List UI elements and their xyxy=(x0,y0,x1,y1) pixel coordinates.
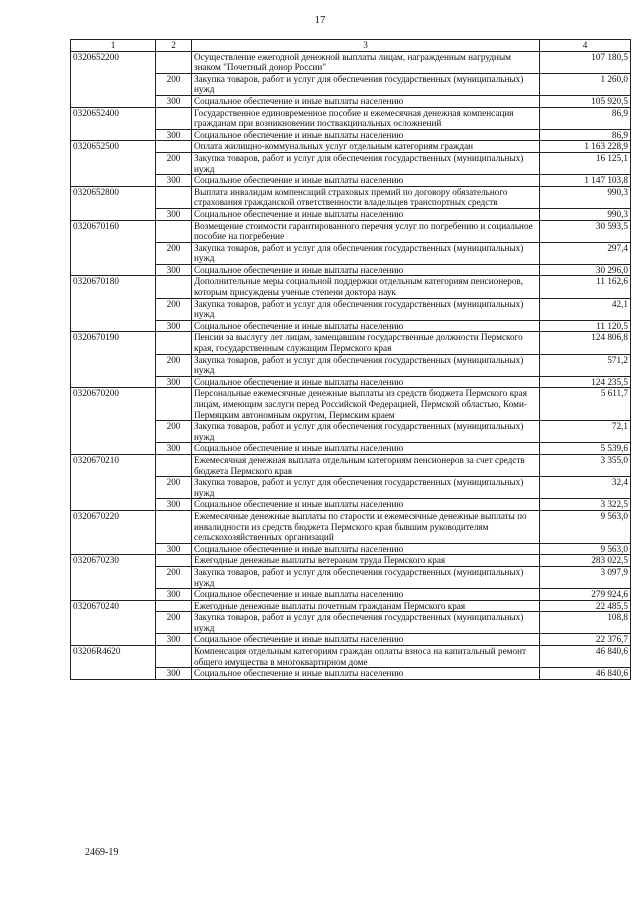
expense-type-code: 200 xyxy=(156,612,192,634)
item-amount: 571,2 xyxy=(540,354,631,376)
item-amount: 5 539,6 xyxy=(540,443,631,455)
item-amount: 11 162,6 xyxy=(540,276,631,298)
item-name: Социальное обеспечение и иные выплаты населению xyxy=(192,589,540,601)
item-name: Социальное обеспечение и иные выплаты населению xyxy=(192,668,540,680)
table-row-program xyxy=(71,646,631,668)
item-name: Закупка товаров, работ и услуг для обеспечения государственных (муниципальных) нужд xyxy=(192,566,540,588)
table-row-program xyxy=(71,141,631,153)
item-name: Государственное единовременное пособие и ежемесячная денежная компенсация гражданам при возникновении поствакцинальных осложнений xyxy=(192,107,540,129)
expense-type-code: 200 xyxy=(156,421,192,443)
item-amount: 990,3 xyxy=(540,186,631,208)
expense-type-code: 200 xyxy=(156,73,192,95)
item-amount: 297,4 xyxy=(540,242,631,264)
table-row-program xyxy=(71,51,631,73)
program-code: 0320670200 xyxy=(71,388,156,455)
document-code: 2469-19 xyxy=(85,847,119,858)
expense-type-code xyxy=(156,555,192,567)
item-name: Социальное обеспечение и иные выплаты населению xyxy=(192,376,540,388)
expense-type-code: 300 xyxy=(156,320,192,332)
item-name: Закупка товаров, работ и услуг для обеспечения государственных (муниципальных) нужд xyxy=(192,354,540,376)
item-name: Закупка товаров, работ и услуг для обеспечения государственных (муниципальных) нужд xyxy=(192,242,540,264)
expense-type-code xyxy=(156,51,192,73)
program-code: 0320670180 xyxy=(71,276,156,332)
item-amount: 3 097,9 xyxy=(540,566,631,588)
item-name: Социальное обеспечение и иные выплаты населению xyxy=(192,129,540,141)
expense-type-code xyxy=(156,646,192,668)
item-name: Социальное обеспечение и иные выплаты населению xyxy=(192,499,540,511)
program-code: 0320652200 xyxy=(71,51,156,107)
table-row-program xyxy=(71,276,631,298)
expense-type-code: 200 xyxy=(156,477,192,499)
item-name: Ежегодные денежные выплаты почетным гражданам Пермского края xyxy=(192,600,540,612)
item-amount: 3 322,5 xyxy=(540,499,631,511)
item-amount: 107 180,5 xyxy=(540,51,631,73)
expense-type-code xyxy=(156,388,192,421)
expense-type-code: 300 xyxy=(156,376,192,388)
table-row-program xyxy=(71,454,631,476)
item-amount: 42,1 xyxy=(540,298,631,320)
expense-type-code: 300 xyxy=(156,443,192,455)
expense-type-code: 300 xyxy=(156,668,192,680)
table-header-row xyxy=(71,40,631,52)
expense-type-code xyxy=(156,107,192,129)
item-amount: 105 920,5 xyxy=(540,95,631,107)
item-amount: 22 376,7 xyxy=(540,634,631,646)
table-row-program xyxy=(71,332,631,354)
expense-type-code xyxy=(156,454,192,476)
program-code: 0320670190 xyxy=(71,332,156,388)
program-code: 0320670220 xyxy=(71,510,156,554)
table-row-program xyxy=(71,107,631,129)
item-amount: 86,9 xyxy=(540,107,631,129)
item-name: Социальное обеспечение и иные выплаты населению xyxy=(192,443,540,455)
header-col-2: 2 xyxy=(156,40,192,52)
item-amount: 1 147 103,8 xyxy=(540,175,631,187)
item-name: Социальное обеспечение и иные выплаты населению xyxy=(192,208,540,220)
item-amount: 16 125,1 xyxy=(540,152,631,174)
header-col-4: 4 xyxy=(540,40,631,52)
item-name: Социальное обеспечение и иные выплаты населению xyxy=(192,175,540,187)
program-code: 0320652400 xyxy=(71,107,156,141)
item-name: Ежемесячные денежные выплаты по старости и ежемесячные денежные выплаты по инвалидности из средств бюджета Пермского края бывшим руководителям сельскохозяйственных организаций xyxy=(192,510,540,543)
item-name: Закупка товаров, работ и услуг для обеспечения государственных (муниципальных) нужд xyxy=(192,152,540,174)
expense-type-code: 200 xyxy=(156,566,192,588)
header-col-1: 1 xyxy=(71,40,156,52)
expense-type-code xyxy=(156,510,192,543)
item-name: Персональные ежемесячные денежные выплаты из средств бюджета Пермского края лицам, имеющим заслуги перед Российской Федерацией, Пермской областью, Коми-Пермяцким автономным округом, Пермским краем xyxy=(192,388,540,421)
item-amount: 32,4 xyxy=(540,477,631,499)
item-name: Закупка товаров, работ и услуг для обеспечения государственных (муниципальных) нужд xyxy=(192,612,540,634)
item-name: Социальное обеспечение и иные выплаты населению xyxy=(192,320,540,332)
expense-type-code: 200 xyxy=(156,152,192,174)
item-name: Выплата инвалидам компенсаций страховых премий по договору обязательного страхования гражданской ответственности владельцев транспортных средств xyxy=(192,186,540,208)
item-name: Социальное обеспечение и иные выплаты населению xyxy=(192,95,540,107)
program-code: 0320670240 xyxy=(71,600,156,645)
expense-type-code xyxy=(156,276,192,298)
expense-type-code xyxy=(156,332,192,354)
item-amount: 30 296,0 xyxy=(540,264,631,276)
item-name: Социальное обеспечение и иные выплаты населению xyxy=(192,264,540,276)
expense-type-code: 300 xyxy=(156,589,192,601)
item-name: Осуществление ежегодной денежной выплаты лицам, награжденным нагрудным знаком "Почетный донор России" xyxy=(192,51,540,73)
program-code: 0320670160 xyxy=(71,220,156,276)
budget-table xyxy=(70,39,631,680)
item-name: Возмещение стоимости гарантированного перечня услуг по погребению и социальное пособие на погребение xyxy=(192,220,540,242)
item-amount: 283 022,5 xyxy=(540,555,631,567)
item-amount: 1 163 228,9 xyxy=(540,141,631,153)
item-amount: 30 593,5 xyxy=(540,220,631,242)
item-amount: 86,9 xyxy=(540,129,631,141)
table-row-program xyxy=(71,510,631,543)
table-row-program xyxy=(71,388,631,421)
item-name: Пенсии за выслугу лет лицам, замещавшим государственные должности Пермского края, государственным служащим Пермского края xyxy=(192,332,540,354)
expense-type-code: 300 xyxy=(156,175,192,187)
item-amount: 279 924,6 xyxy=(540,589,631,601)
item-amount: 990,3 xyxy=(540,208,631,220)
item-amount: 108,8 xyxy=(540,612,631,634)
page-number: 17 xyxy=(314,14,326,26)
item-name: Закупка товаров, работ и услуг для обеспечения государственных (муниципальных) нужд xyxy=(192,298,540,320)
program-code: 03206R4620 xyxy=(71,646,156,680)
expense-type-code: 300 xyxy=(156,634,192,646)
expense-type-code xyxy=(156,186,192,208)
item-amount: 124 235,5 xyxy=(540,376,631,388)
item-amount: 124 806,8 xyxy=(540,332,631,354)
program-code: 0320670230 xyxy=(71,555,156,600)
item-amount: 5 611,7 xyxy=(540,388,631,421)
expense-type-code: 200 xyxy=(156,298,192,320)
item-amount: 9 563,0 xyxy=(540,543,631,555)
program-code: 0320652800 xyxy=(71,186,156,220)
table-row-program xyxy=(71,600,631,612)
expense-type-code: 300 xyxy=(156,499,192,511)
program-code: 0320652500 xyxy=(71,141,156,186)
item-name: Закупка товаров, работ и услуг для обеспечения государственных (муниципальных) нужд xyxy=(192,477,540,499)
item-amount: 9 563,0 xyxy=(540,510,631,543)
item-name: Оплата жилищно-коммунальных услуг отдельным категориям граждан xyxy=(192,141,540,153)
expense-type-code: 200 xyxy=(156,242,192,264)
item-amount: 46 840,6 xyxy=(540,646,631,668)
item-amount: 3 355,0 xyxy=(540,454,631,476)
item-name: Компенсация отдельным категориям граждан оплаты взноса на капитальный ремонт общего имущества в многоквартирном доме xyxy=(192,646,540,668)
expense-type-code: 300 xyxy=(156,208,192,220)
item-name: Закупка товаров, работ и услуг для обеспечения государственных (муниципальных) нужд xyxy=(192,421,540,443)
expense-type-code xyxy=(156,600,192,612)
item-amount: 1 260,0 xyxy=(540,73,631,95)
header-col-3: 3 xyxy=(192,40,540,52)
item-amount: 11 120,5 xyxy=(540,320,631,332)
item-amount: 22 485,5 xyxy=(540,600,631,612)
item-name: Дополнительные меры социальной поддержки отдельным категориям пенсионеров, которым присуждены ученые степени доктора наук xyxy=(192,276,540,298)
expense-type-code xyxy=(156,220,192,242)
expense-type-code: 300 xyxy=(156,129,192,141)
table-row-program xyxy=(71,555,631,567)
item-name: Ежегодные денежные выплаты ветеранам труда Пермского края xyxy=(192,555,540,567)
item-name: Социальное обеспечение и иные выплаты населению xyxy=(192,634,540,646)
expense-type-code: 300 xyxy=(156,264,192,276)
table-row-program xyxy=(71,220,631,242)
program-code: 0320670210 xyxy=(71,454,156,510)
expense-type-code: 300 xyxy=(156,95,192,107)
item-name: Закупка товаров, работ и услуг для обеспечения государственных (муниципальных) нужд xyxy=(192,73,540,95)
expense-type-code: 200 xyxy=(156,354,192,376)
expense-type-code xyxy=(156,141,192,153)
table-row-program xyxy=(71,186,631,208)
table-body xyxy=(71,51,631,679)
item-name: Социальное обеспечение и иные выплаты населению xyxy=(192,543,540,555)
item-name: Ежемесячная денежная выплата отдельным категориям пенсионеров за счет средств бюджета Пермского края xyxy=(192,454,540,476)
item-amount: 72,1 xyxy=(540,421,631,443)
expense-type-code: 300 xyxy=(156,543,192,555)
item-amount: 46 840,6 xyxy=(540,668,631,680)
